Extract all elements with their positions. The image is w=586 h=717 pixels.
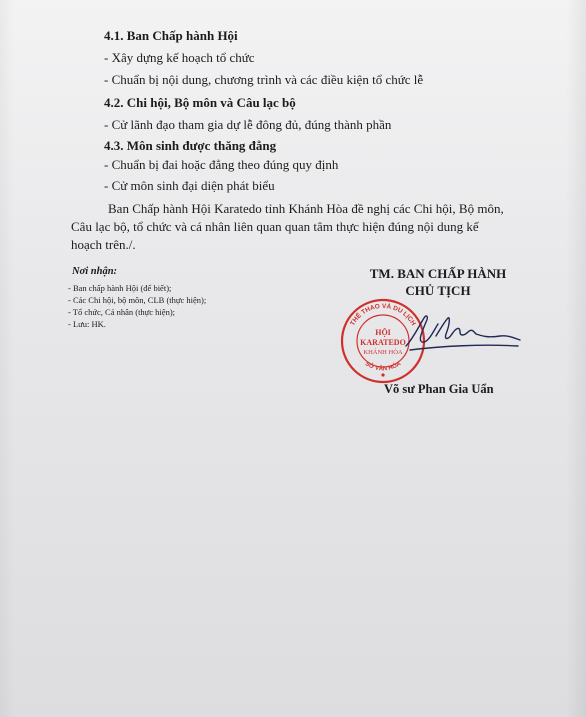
section-item: - Cử lãnh đạo tham gia dự lễ đông đủ, đúng thành phần	[104, 117, 392, 132]
closing-line-2: Câu lạc bộ, tổ chức và cá nhân liên quan quan tâm thực hiện đúng nội dung kế	[71, 219, 479, 234]
recipient-item: - Lưu: HK.	[68, 319, 106, 329]
section-item: - Xây dựng kế hoạch tổ chức	[104, 50, 255, 65]
recipients-title: Nơi nhận:	[72, 266, 118, 277]
recipient-item: - Các Chi hội, bộ môn, CLB (thực hiện);	[68, 295, 207, 305]
recipient-item: - Tổ chức, Cá nhân (thực hiện);	[68, 307, 176, 317]
closing-line-1: Ban Chấp hành Hội Karatedo tỉnh Khánh Hòa đề nghị các Chi hội, Bộ môn,	[108, 201, 504, 216]
section-heading-4-2: 4.2. Chi hội, Bộ môn và Câu lạc bộ	[104, 95, 296, 110]
section-item: - Chuẩn bị nội dung, chương trình và các điều kiện tổ chức lễ	[104, 72, 424, 87]
section-item: - Cử môn sinh đại diện phát biểu	[104, 178, 275, 193]
section-item: - Chuẩn bị đai hoặc đẳng theo đúng quy định	[104, 157, 339, 172]
stamp-center-line-1: HỘI	[375, 328, 391, 337]
recipient-item: - Ban chấp hành Hội (để biết);	[68, 283, 172, 293]
svg-text:SỞ VĂN HÓA	[364, 361, 403, 373]
signature-position: CHỦ TỊCH	[405, 283, 471, 298]
section-heading-4-3: 4.3. Môn sinh được thăng đẳng	[104, 138, 277, 153]
stamp-ring-text: THỂ THAO VÀ DU LỊCH	[349, 302, 417, 327]
stamp-center-line-3: KHÁNH HÒA	[363, 349, 403, 356]
closing-line-3: hoạch trên./.	[71, 237, 136, 252]
handwritten-signature	[402, 310, 522, 356]
stamp-bottom-text: SỞ VĂN HÓA	[363, 361, 403, 373]
stamp-center-line-2: KARATEDO	[360, 338, 406, 347]
signature-title: TM. BAN CHẤP HÀNH	[369, 266, 507, 281]
signer-name: Võ sư Phan Gia Uẩn	[384, 382, 494, 396]
section-heading-4-1: 4.1. Ban Chấp hành Hội	[104, 28, 238, 43]
